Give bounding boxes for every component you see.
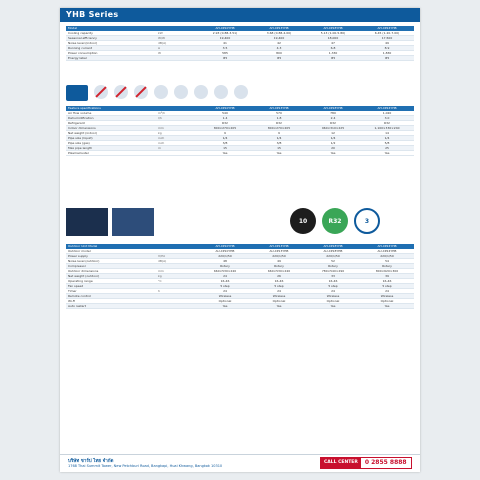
row-value: 3/8	[276, 141, 282, 145]
row-unit	[158, 264, 198, 268]
row-value: 49	[277, 259, 281, 263]
row-unit: W/W	[158, 36, 165, 40]
row-label: Noise level (outdoor)	[68, 259, 100, 263]
row-unit: mm	[158, 269, 164, 273]
row-value: Optional	[218, 299, 232, 303]
row-value: Yes	[276, 304, 282, 308]
row-value: 42	[277, 41, 281, 45]
row-label: Refrigerant	[68, 121, 85, 125]
no-bacteria-icon	[94, 85, 108, 99]
row-value: 220/1/50	[326, 254, 340, 258]
row-value: 660×530×240	[267, 269, 291, 273]
row-label: Energy label	[68, 56, 87, 60]
row-label: Fan speed	[68, 284, 84, 288]
row-value: 12	[331, 131, 335, 135]
row-value: Yes	[222, 151, 228, 155]
fan-icon	[174, 85, 188, 99]
row-value: AU-XP24YHB	[377, 249, 397, 253]
row-label: Outdoor dimensions	[68, 269, 99, 273]
company-address: 1768 Thai Summit Tower, New Petchburi Road, Bangkapi, Huai Khwang, Bangkok 10310	[68, 464, 223, 468]
row-value: 39	[385, 274, 389, 278]
row-value: 16-46	[274, 279, 284, 283]
row-unit	[158, 284, 198, 288]
row-unit: dB(A)	[158, 41, 167, 45]
row-value: 49	[385, 41, 389, 45]
row-label: Net weight (outdoor)	[68, 274, 100, 278]
row-label: Plasmacluster	[68, 151, 90, 155]
row-value: 19,400	[219, 36, 231, 40]
warranty-badge: 10	[290, 208, 316, 234]
row-unit: kg	[158, 274, 162, 278]
row-unit: dB(A)	[158, 259, 167, 263]
row-value: 16-46	[382, 279, 392, 283]
footer	[60, 454, 420, 472]
row-value: 800	[276, 51, 282, 55]
row-label: Net weight (indoor)	[68, 131, 98, 135]
row-label: Indoor dimensions	[68, 126, 96, 130]
row-unit: inch	[158, 136, 165, 140]
model-col-2: AH-XP13YHB	[269, 26, 289, 30]
product-photo	[66, 208, 108, 236]
row-value: 220/1/50	[218, 254, 232, 258]
brochure-page	[60, 8, 420, 472]
row-label: Auto restart	[68, 304, 86, 308]
row-unit: V/Hz	[158, 254, 165, 258]
row-unit: kg	[158, 131, 162, 135]
row-label: Air flow volume	[68, 111, 92, 115]
row-value: Yes	[384, 304, 390, 308]
row-value: Wireless	[380, 294, 394, 298]
table-row	[66, 56, 414, 61]
row-value: Wireless	[326, 294, 340, 298]
row-label: Running current	[68, 46, 93, 50]
row-value: 2.4	[330, 116, 336, 120]
row-value: 1,830	[382, 51, 392, 55]
row-unit: m³/h	[158, 111, 166, 115]
row-unit: A	[158, 46, 161, 50]
leaf-icon	[194, 85, 208, 99]
row-value: 780	[330, 111, 336, 115]
row-value: Rotary	[328, 264, 338, 268]
row-value: 3/8	[222, 141, 228, 145]
row-unit	[158, 294, 198, 298]
row-unit	[158, 151, 198, 155]
spec-table-mid	[66, 106, 414, 156]
feature-icons	[66, 85, 414, 103]
row-unit	[158, 56, 198, 60]
row-value: 660×530×240	[213, 269, 237, 273]
timer-icon	[214, 85, 228, 99]
row-value: ★5	[384, 56, 390, 60]
row-value: 220/1/50	[272, 254, 286, 258]
row-value: 220/1/50	[380, 254, 394, 258]
call-center-number[interactable]: 0 2855 8888	[361, 458, 411, 468]
row-unit: W	[158, 51, 161, 55]
row-value: 780×540×290	[321, 269, 345, 273]
row-value: Optional	[326, 299, 340, 303]
row-value: ★5	[276, 56, 282, 60]
row-value: R32	[222, 121, 228, 125]
row-value: Optional	[272, 299, 286, 303]
row-value: 8.9	[384, 46, 390, 50]
row-value: 41	[223, 41, 227, 45]
row-unit: l/h	[158, 116, 162, 120]
compressor-badge: 3	[354, 208, 380, 234]
row-value: 20	[331, 146, 335, 150]
features-header: Feature specifications AH-XP10YHB AH-XP13YHB AH-XP18YHB AH-XP24YHB	[66, 106, 414, 111]
row-label: Pipe size (gas)	[68, 141, 90, 145]
row-value: 1/4	[384, 136, 390, 140]
row-value: 18,000	[327, 36, 339, 40]
row-value: 5 step	[382, 284, 392, 288]
spec-table-bottom	[66, 244, 414, 309]
row-value: Wireless	[218, 294, 232, 298]
row-value: 9	[224, 131, 226, 135]
row-value: 24	[385, 289, 389, 293]
table-row	[66, 304, 414, 309]
row-label: Compressor	[68, 264, 86, 268]
row-unit	[158, 121, 198, 125]
row-value: R32	[384, 121, 390, 125]
row-value: 570	[276, 111, 282, 115]
row-label: Power consumption	[68, 51, 98, 55]
row-value: 4.3	[276, 46, 282, 50]
row-unit: mm	[158, 126, 164, 130]
row-label: Max pipe length	[68, 146, 93, 150]
row-value: Yes	[330, 304, 336, 308]
row-value: 24	[223, 274, 227, 278]
row-value: Wireless	[272, 294, 286, 298]
row-value: 1.4	[222, 116, 228, 120]
row-value: Optional	[380, 299, 394, 303]
row-value: 585	[222, 51, 228, 55]
row-value: 5 step	[274, 284, 284, 288]
row-value: 25	[385, 146, 389, 150]
row-value: 6.45 (1.20-7.00)	[374, 31, 400, 35]
header-label: Model	[68, 26, 78, 30]
outdoor-header: Outdoor Unit Model AH-XP10YHB AH-XP13YHB AH-XP18YHB AH-XP24YHB	[66, 244, 414, 249]
row-value: ★5	[222, 56, 228, 60]
row-value: Rotary	[274, 264, 284, 268]
row-value: 1,330	[328, 51, 338, 55]
model-col-3: AH-XP18YHB	[323, 26, 343, 30]
model-col-1: AH-XP10YHB	[215, 26, 235, 30]
row-value: 15	[277, 146, 281, 150]
row-unit: °C	[158, 279, 162, 283]
row-label: Remote control	[68, 294, 91, 298]
row-value: 5 step	[328, 284, 338, 288]
aiot-logo	[66, 85, 88, 101]
row-value: 54	[385, 259, 389, 263]
company-name: บริษัท ชาร์ป ไทย จำกัด	[68, 459, 114, 464]
row-value: 17,500	[381, 36, 393, 40]
row-value: 19,400	[273, 36, 285, 40]
row-label: Seasonal efficiency	[68, 36, 97, 40]
row-label: Cooling capacity	[68, 31, 93, 35]
row-value: 1/2	[330, 141, 336, 145]
row-value: 1.8	[276, 116, 282, 120]
row-value: 960×310×225	[321, 126, 345, 130]
row-unit	[158, 249, 198, 253]
call-center-label: CALL CENTER	[321, 458, 361, 468]
row-label: Noise level (indoor)	[68, 41, 98, 45]
row-value: 47	[331, 41, 335, 45]
row-unit	[158, 299, 198, 303]
row-unit: m	[158, 146, 161, 150]
row-value: Yes	[276, 151, 282, 155]
series-title: YHB Series	[60, 8, 420, 22]
row-label: Pipe size (liquid)	[68, 136, 93, 140]
row-value: 16-46	[220, 279, 230, 283]
row-value: 33	[331, 274, 335, 278]
wifi-icon	[234, 85, 248, 99]
row-unit	[158, 304, 198, 308]
model-col-4: AH-XP24YHB	[377, 26, 397, 30]
row-unit: inch	[158, 141, 165, 145]
row-value: 24	[223, 289, 227, 293]
row-label: Operating range	[68, 279, 93, 283]
row-value: AU-XP13YHB	[269, 249, 289, 253]
row-unit: h	[158, 289, 160, 293]
row-value: Yes	[384, 151, 390, 155]
row-value: 9	[278, 131, 280, 135]
row-value: 6.8	[330, 46, 336, 50]
r32-badge: R32	[322, 208, 348, 234]
row-label: Dehumidification	[68, 116, 94, 120]
row-value: 15	[223, 146, 227, 150]
no-mold-icon	[134, 85, 148, 99]
row-value: ★5	[330, 56, 336, 60]
no-dust-icon	[114, 85, 128, 99]
row-value: 26	[277, 274, 281, 278]
row-value: 800×270×205	[267, 126, 291, 130]
row-value: 1,100×330×240	[374, 126, 400, 130]
row-value: 2.93 (0.88-3.51)	[212, 31, 238, 35]
row-value: R32	[330, 121, 336, 125]
row-value: 24	[277, 289, 281, 293]
row-value: R32	[276, 121, 282, 125]
row-value: 5/8	[384, 141, 390, 145]
row-value: 1/4	[330, 136, 336, 140]
row-value: 1/4	[276, 136, 282, 140]
row-value: 800×620×300	[375, 269, 399, 273]
row-value: 1,020	[382, 111, 392, 115]
row-value: 5.13 (1.00-5.80)	[320, 31, 346, 35]
row-value: 48	[223, 259, 227, 263]
row-value: 14	[385, 131, 389, 135]
row-value: Rotary	[382, 264, 392, 268]
plasma-icon	[154, 85, 168, 99]
row-value: 3.5	[222, 46, 228, 50]
row-value: 16-46	[328, 279, 338, 283]
row-value: 24	[331, 289, 335, 293]
table-row	[66, 151, 414, 156]
row-value: 540	[222, 111, 228, 115]
row-value: 1/4	[222, 136, 228, 140]
call-center-box	[320, 457, 412, 469]
row-label: Wi-Fi	[68, 299, 76, 303]
row-label: Power supply	[68, 254, 88, 258]
row-unit: kW	[158, 31, 163, 35]
row-value: AU-XP10YHB	[215, 249, 235, 253]
row-label: Timer	[68, 289, 77, 293]
row-label: Outdoor model	[68, 249, 91, 253]
row-value: 3.68 (0.88-4.00)	[266, 31, 292, 35]
row-value: AU-XP18YHB	[323, 249, 343, 253]
spec-table-top	[66, 26, 414, 61]
row-value: 52	[331, 259, 335, 263]
row-value: Yes	[222, 304, 228, 308]
row-value: 800×270×205	[213, 126, 237, 130]
row-value: Rotary	[220, 264, 230, 268]
filter-photo	[112, 208, 154, 236]
row-value: 5 step	[220, 284, 230, 288]
row-value: 3.0	[384, 116, 390, 120]
row-value: Yes	[330, 151, 336, 155]
